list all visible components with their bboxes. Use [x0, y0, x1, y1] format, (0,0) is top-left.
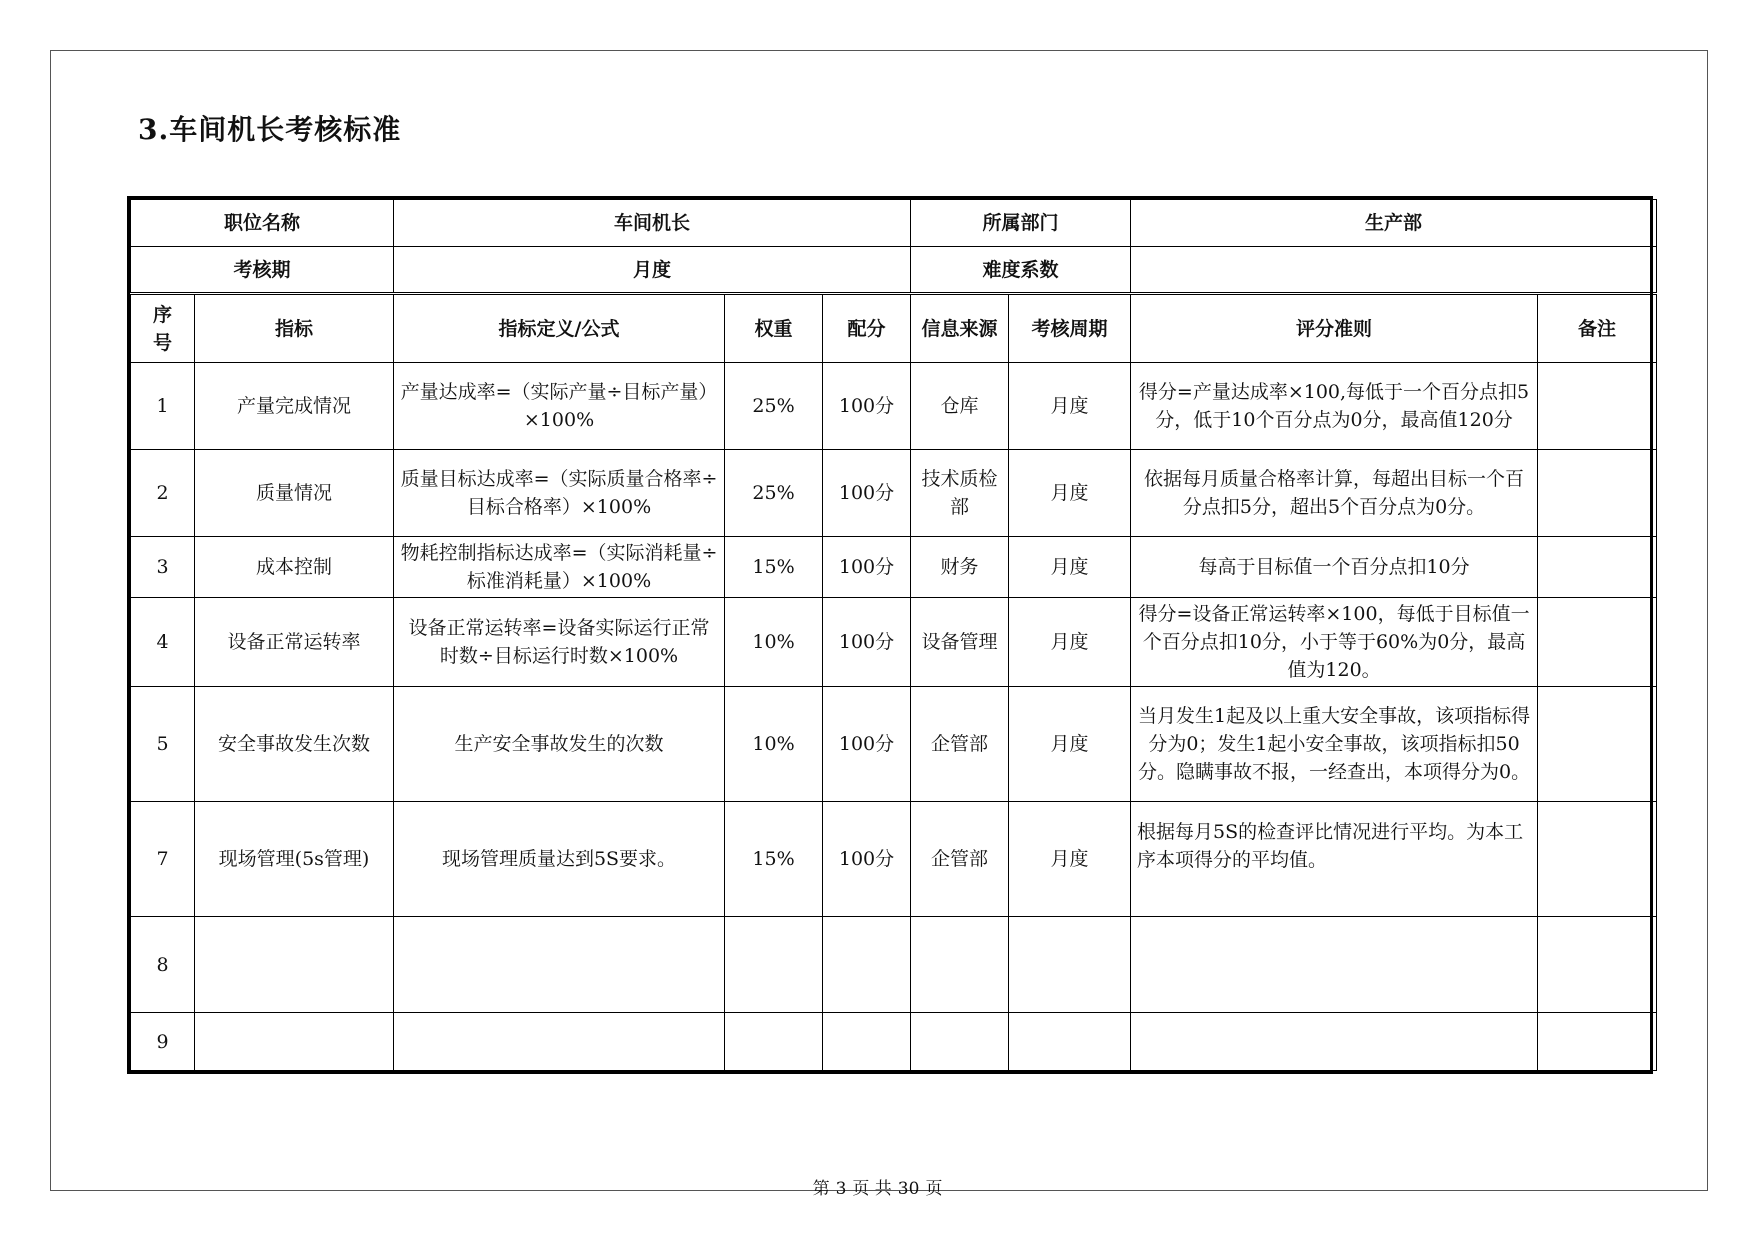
col-criteria: 评分准则: [1131, 294, 1538, 363]
row-cycle: 月度: [1009, 687, 1131, 802]
row-remark: [1538, 687, 1657, 802]
footer-prefix: 第: [812, 1179, 830, 1199]
table-row: [131, 802, 1657, 917]
dept-value: 生产部: [1131, 200, 1657, 247]
row-cycle: 月度: [1009, 802, 1131, 917]
footer-total-pages: 30: [897, 1179, 920, 1199]
row-criteria: 得分=设备正常运转率×100，每低于目标值一个百分点扣10分，小于等于60%为0分，最高值为120。: [1131, 598, 1538, 687]
row-definition: 物耗控制指标达成率=（实际消耗量÷标准消耗量）×100%: [394, 537, 725, 598]
row-source: 企管部: [911, 802, 1009, 917]
row-remark: [1538, 917, 1657, 1013]
dept-label: 所属部门: [911, 200, 1131, 247]
row-definition: [394, 917, 725, 1013]
position-value: 车间机长: [394, 200, 911, 247]
row-indicator: 设备正常运转率: [195, 598, 394, 687]
row-definition: 设备正常运转率=设备实际运行正常时数÷目标运行时数×100%: [394, 598, 725, 687]
col-cycle: 考核周期: [1009, 294, 1131, 363]
row-indicator: 产量完成情况: [195, 363, 394, 450]
row-source: [911, 917, 1009, 1013]
row-no: 8: [131, 917, 195, 1013]
table-row: [131, 537, 1657, 598]
row-indicator: 现场管理(5s管理): [195, 802, 394, 917]
row-source: [911, 1013, 1009, 1071]
difficulty-value: [1131, 247, 1657, 294]
row-indicator: 安全事故发生次数: [195, 687, 394, 802]
assessment-table: [127, 196, 1653, 1074]
row-score: 100分: [823, 687, 911, 802]
table-row: [131, 450, 1657, 537]
col-source: 信息来源: [911, 294, 1009, 363]
row-cycle: 月度: [1009, 598, 1131, 687]
table-row: [131, 363, 1657, 450]
row-no: 1: [131, 363, 195, 450]
row-definition: 产量达成率=（实际产量÷目标产量）×100%: [394, 363, 725, 450]
row-score: 100分: [823, 363, 911, 450]
row-source: 技术质检部: [911, 450, 1009, 537]
row-score: [823, 1013, 911, 1071]
row-weight: 10%: [725, 687, 823, 802]
col-remark: 备注: [1538, 294, 1657, 363]
difficulty-label: 难度系数: [911, 247, 1131, 294]
row-criteria: [1131, 917, 1538, 1013]
row-weight: [725, 1013, 823, 1071]
col-indicator: 指标: [195, 294, 394, 363]
header-row-position: [131, 200, 1657, 247]
row-indicator: [195, 917, 394, 1013]
row-remark: [1538, 537, 1657, 598]
row-no: 9: [131, 1013, 195, 1071]
row-no: 4: [131, 598, 195, 687]
col-no: 序号: [131, 294, 195, 363]
footer-suffix: 页: [925, 1179, 943, 1199]
row-indicator: 成本控制: [195, 537, 394, 598]
table-row: [131, 917, 1657, 1013]
row-indicator: [195, 1013, 394, 1071]
page-title: 3.车间机长考核标准: [138, 113, 402, 146]
row-no: 2: [131, 450, 195, 537]
col-weight: 权重: [725, 294, 823, 363]
row-source: 企管部: [911, 687, 1009, 802]
row-score: [823, 917, 911, 1013]
row-cycle: 月度: [1009, 537, 1131, 598]
row-no: 7: [131, 802, 195, 917]
row-definition: 现场管理质量达到5S要求。: [394, 802, 725, 917]
footer-mid: 页 共: [852, 1179, 892, 1199]
row-score: 100分: [823, 802, 911, 917]
row-weight: 15%: [725, 537, 823, 598]
row-cycle: 月度: [1009, 363, 1131, 450]
position-label: 职位名称: [131, 200, 394, 247]
period-label: 考核期: [131, 247, 394, 294]
row-criteria: [1131, 1013, 1538, 1071]
table-row: [131, 598, 1657, 687]
row-remark: [1538, 598, 1657, 687]
row-criteria: 得分=产量达成率×100,每低于一个百分点扣5分，低于10个百分点为0分，最高值120分: [1131, 363, 1538, 450]
row-weight: 10%: [725, 598, 823, 687]
row-no: 3: [131, 537, 195, 598]
row-definition: [394, 1013, 725, 1071]
table-row: [131, 1013, 1657, 1071]
row-criteria: 每高于目标值一个百分点扣10分: [1131, 537, 1538, 598]
row-criteria: 根据每月5S的检查评比情况进行平均。为本工序本项得分的平均值。: [1131, 802, 1538, 917]
row-criteria: 依据每月质量合格率计算，每超出目标一个百分点扣5分，超出5个百分点为0分。: [1131, 450, 1538, 537]
row-score: 100分: [823, 450, 911, 537]
row-weight: 25%: [725, 363, 823, 450]
footer-page-number: 3: [835, 1179, 847, 1199]
col-definition: 指标定义/公式: [394, 294, 725, 363]
table-row: [131, 687, 1657, 802]
row-source: 设备管理: [911, 598, 1009, 687]
row-weight: [725, 917, 823, 1013]
column-header-row: [131, 294, 1657, 363]
row-score: 100分: [823, 598, 911, 687]
row-remark: [1538, 1013, 1657, 1071]
col-score: 配分: [823, 294, 911, 363]
row-cycle: [1009, 917, 1131, 1013]
header-row-period: [131, 247, 1657, 294]
row-remark: [1538, 802, 1657, 917]
row-remark: [1538, 363, 1657, 450]
period-value: 月度: [394, 247, 911, 294]
row-definition: 生产安全事故发生的次数: [394, 687, 725, 802]
row-indicator: 质量情况: [195, 450, 394, 537]
row-criteria: 当月发生1起及以上重大安全事故，该项指标得分为0；发生1起小安全事故，该项指标扣50分。隐瞒事故不报，一经查出，本项得分为0。: [1131, 687, 1538, 802]
row-definition: 质量目标达成率=（实际质量合格率÷目标合格率）×100%: [394, 450, 725, 537]
row-cycle: [1009, 1013, 1131, 1071]
row-remark: [1538, 450, 1657, 537]
row-weight: 15%: [725, 802, 823, 917]
row-cycle: 月度: [1009, 450, 1131, 537]
row-weight: 25%: [725, 450, 823, 537]
row-source: 财务: [911, 537, 1009, 598]
row-score: 100分: [823, 537, 911, 598]
row-source: 仓库: [911, 363, 1009, 450]
row-no: 5: [131, 687, 195, 802]
page-footer: [0, 1174, 1755, 1199]
